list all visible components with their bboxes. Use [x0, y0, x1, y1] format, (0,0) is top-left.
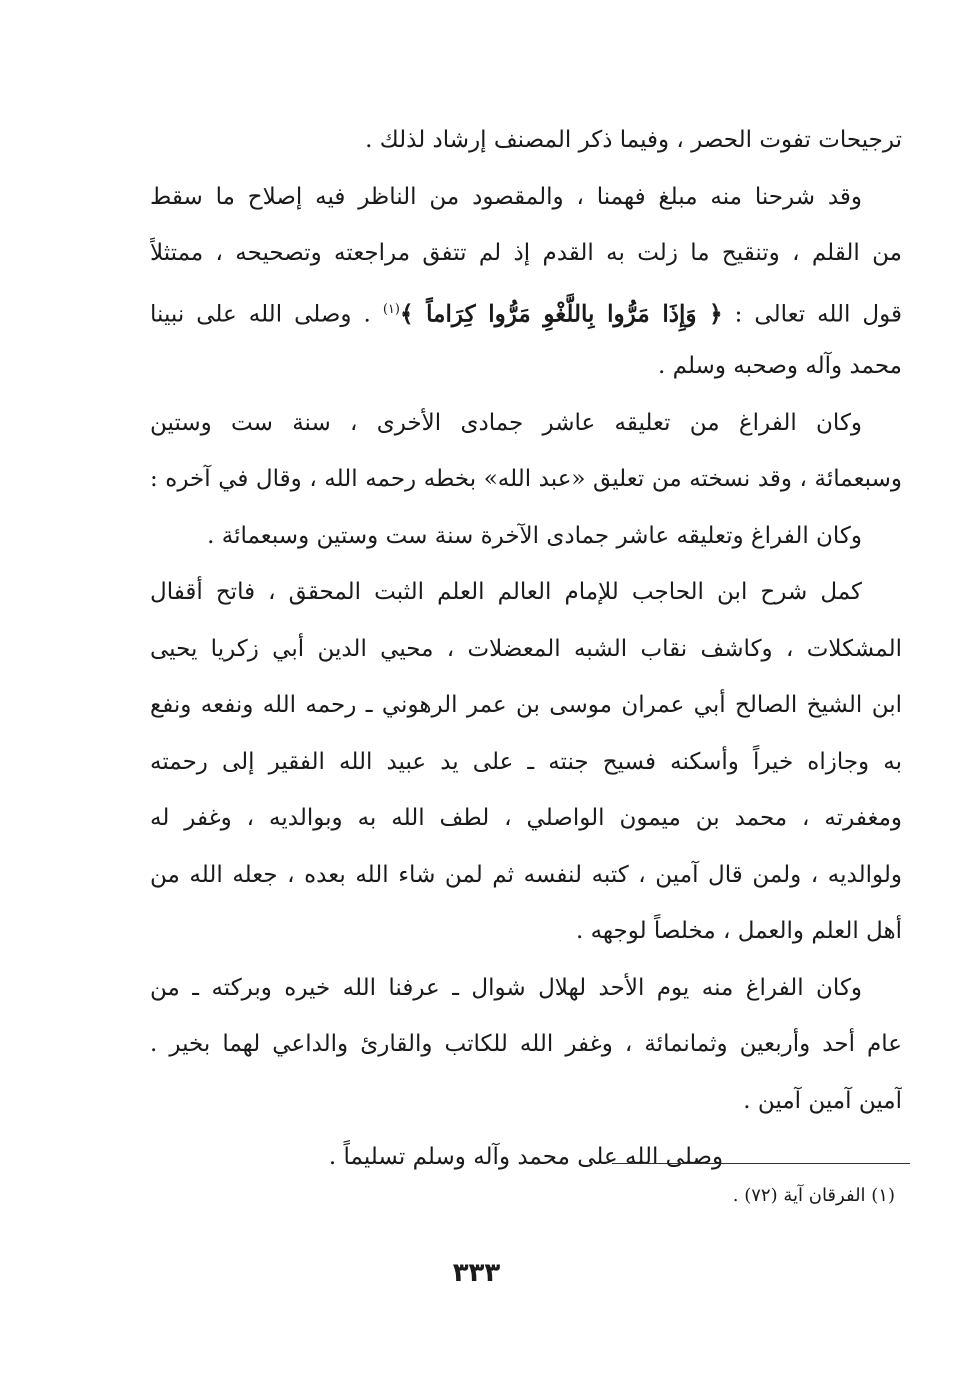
text-line: محمد وآله وصحبه وسلم . — [658, 353, 902, 379]
text-line-with-quran-verse — [150, 282, 902, 339]
text-line: وقد شرحنا منه مبلغ فهمنا ، والمقصود من الناظر فيه إصلاح ما سقط — [150, 183, 862, 210]
text-line: كمل شرح ابن الحاجب للإمام العالم العلم الثبت المحقق ، فاتح أقفال — [150, 579, 862, 605]
text-line: من القلم ، وتنقيح ما زلت به القدم إذ لم تتفق مراجعته وتصحيحه ، ممتثلاً — [150, 240, 902, 266]
closing-line: وصلى الله على محمد وآله وسلم تسليماً . — [328, 1144, 724, 1170]
text-line: وكان الفراغ وتعليقه عاشر جمادى الآخرة سنة ست وستين وسبعمائة . — [207, 522, 862, 549]
text-line: آمين آمين آمين . — [743, 1087, 902, 1114]
text-segment: . وصلى الله على نبينا — [150, 301, 371, 328]
quran-verse: ﴿ وَإِذَا مَرُّوا بِاللَّغْوِ مَرُّوا كِرَاماً ﴾ — [399, 300, 723, 328]
footnote-marker: (١) — [382, 301, 400, 317]
text-line: ولوالديه ، ولمن قال آمين ، كتبه لنفسه ثم لمن شاء الله بعده ، جعله الله من — [150, 861, 902, 888]
footnote-divider — [612, 1163, 910, 1164]
footnote: (١) الفرقان آية (٧٢) . — [732, 1185, 895, 1206]
text-line: أهل العلم والعمل ، مخلصاً لوجهه . — [575, 918, 902, 944]
text-line: وكان الفراغ من تعليقه عاشر جمادى الأخرى ، سنة ست وستين — [150, 409, 862, 436]
text-line: به وجازاه خيراً وأسكنه فسيح جنته ـ على يد عبيد الله الفقير إلى رحمته — [150, 748, 902, 775]
text-segment: قول الله تعالى : — [734, 301, 902, 328]
text-line: ترجيحات تفوت الحصر ، وفيما ذكر المصنف إرشاد لذلك . — [365, 127, 902, 153]
page-number: ٣٣٣ — [452, 1258, 501, 1288]
text-line: ابن الشيخ الصالح أبي عمران موسى بن عمر الرهوني ـ رحمه الله ونفعه ونفع — [150, 692, 902, 718]
text-line: وكان الفراغ منه يوم الأحد لهلال شوال ـ عرفنا الله خيره وبركته ـ من — [150, 974, 862, 1001]
body-text — [150, 112, 902, 1186]
text-line: ومغفرته ، محمد بن ميمون الواصلي ، لطف الله به وبوالديه ، وغفر له — [150, 805, 902, 831]
text-line: عام أحد وأربعين وثمانمائة ، وغفر الله للكاتب والقارئ والداعي لهما بخير . — [150, 1031, 902, 1057]
text-line: وسبعمائة ، وقد نسخته من تعليق «عبد الله» بخطه رحمه الله ، وقال في آخره : — [150, 466, 902, 492]
text-line: المشكلات ، وكاشف نقاب الشبه المعضلات ، محيي الدين أبي زكريا يحيى — [150, 635, 902, 662]
